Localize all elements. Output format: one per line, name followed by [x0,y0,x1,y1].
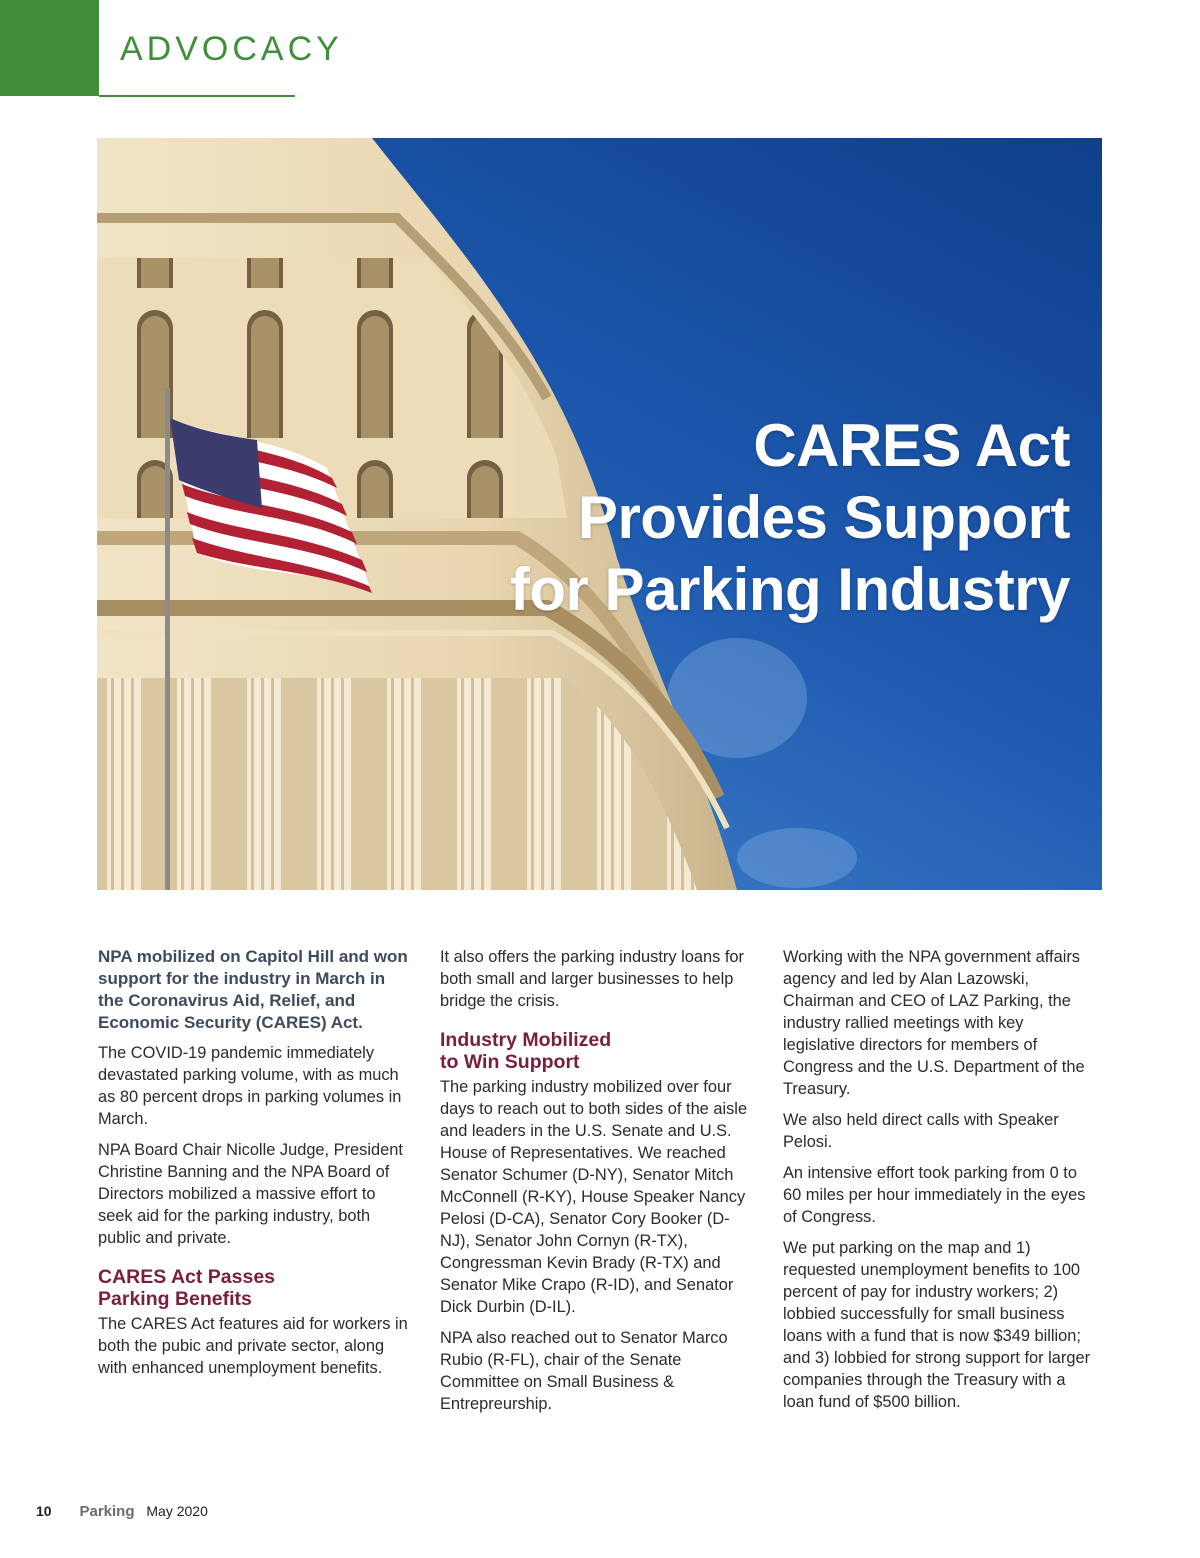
issue-date: May 2020 [146,1503,208,1519]
lead-paragraph: NPA mobilized on Capitol Hill and won support for the industry in March in the Coronavirus Aid, Relief, and Economic Security (CARES) Act. [98,947,408,1032]
body-paragraph: An intensive effort took parking from 0 to 60 miles per hour immediately in the eyes of Congress. [783,1164,1086,1226]
article-column-3 [783,946,1093,1422]
body-paragraph: The CARES Act features aid for workers in both the pubic and private sector, along with enhanced unemployment benefits. [98,1315,408,1377]
headline-line: Provides Support [577,484,1070,551]
section-label: ADVOCACY [120,30,343,68]
subhead-industry-mobilized [440,1029,750,1073]
article-column-1 [98,946,408,1388]
hero-image-capitol [97,138,1102,890]
page-footer [36,1503,208,1520]
subhead-line: Industry Mobilized [440,1029,612,1051]
body-paragraph: NPA also reached out to Senator Marco Rubio (R-FL), chair of the Senate Committee on Small Business & Entrepreurship. [440,1329,728,1413]
headline-line: for Parking Industry [509,556,1070,623]
subhead-line: to Win Support [440,1051,580,1073]
body-paragraph: It also offers the parking industry loans for both small and larger businesses to help bridge the crisis. [440,948,744,1010]
body-paragraph: Working with the NPA government affairs agency and led by Alan Lazowski, Chairman and CEO of LAZ Parking, the industry rallied meetings with key legislative directors for members of Congress and the U.S. Department of the Treasury. [783,948,1085,1098]
body-paragraph: We put parking on the map and 1) requested unemployment benefits to 100 percent of pay for industry workers; 2) lobbied successfully for small business loans with a fund that is now $349 billion; and 3) lobbied for strong support for larger companies through the Treasury with a loan fund of $500 billion. [783,1239,1091,1411]
subhead-cares-act-passes [98,1266,408,1310]
section-tab-block [0,0,99,96]
article-column-2 [440,946,750,1424]
section-rule [99,95,295,97]
page-number: 10 [36,1503,52,1519]
subhead-line: Parking Benefits [98,1288,252,1310]
magazine-name: Parking [79,1503,135,1520]
headline-line: CARES Act [753,412,1070,479]
body-paragraph: The COVID-19 pandemic immediately devastated parking volume, with as much as 80 percent drops in parking volumes in March. [98,1044,402,1128]
subhead-line: CARES Act Passes [98,1266,276,1288]
hero-headline [510,410,1070,626]
body-paragraph: We also held direct calls with Speaker Pelosi. [783,1111,1059,1151]
body-paragraph: The parking industry mobilized over four days to reach out to both sides of the aisle and leaders in the U.S. Senate and U.S. House of Representatives. We reached Senator Schumer (D-NY), Senator Mitch McConnell (R-KY), House Speaker Nancy Pelosi (D-CA), Senator Cory Booker (D-NJ), Senator John Cornyn (R-TX), Congressman Kevin Brady (R-TX) and Senator Mike Crapo (R-ID), and Senator Dick Durbin (D-IL). [440,1078,748,1316]
body-paragraph: NPA Board Chair Nicolle Judge, President Christine Banning and the NPA Board of Directors mobilized a massive effort to seek aid for the parking industry, both public and private. [98,1141,403,1247]
